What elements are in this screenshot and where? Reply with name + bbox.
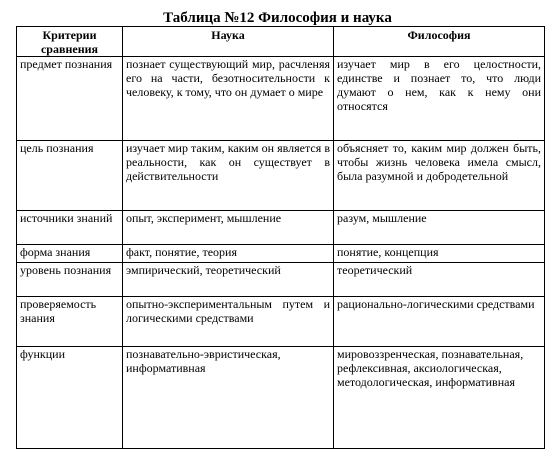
row-science: эмпирический, теоретический — [123, 263, 334, 297]
row-philosophy: объясняет то, каким мир должен быть, чтобы жизнь человека имела смысл, была разумной и добродетельной — [334, 141, 545, 211]
table-title: Таблица №12 Философия и наука — [163, 10, 392, 26]
table-row — [17, 57, 545, 141]
table-row — [17, 263, 545, 297]
row-science: опыт, эксперимент, мышление — [123, 211, 334, 245]
comparison-table — [16, 26, 545, 449]
row-criterion: уровень познания — [17, 263, 123, 297]
table-header-row — [17, 27, 545, 57]
table-row — [17, 211, 545, 245]
row-science: изучает мир таким, каким он является в реальности, как он существует в действительности — [123, 141, 334, 211]
row-philosophy: теоретический — [334, 263, 545, 297]
row-philosophy: изучает мир в его целостности, единстве и познает то, что люди думают о нем, как к нему они относятся — [334, 57, 545, 141]
row-philosophy: разум, мышление — [334, 211, 545, 245]
row-science: познает существующий мир, расчленяя его на части, безотносительности к человеку, к тому, что он думает о мире — [123, 57, 334, 141]
row-criterion: источники знаний — [17, 211, 123, 245]
row-science: опытно-экспериментальным путем и логическими средствами — [123, 297, 334, 347]
header-philosophy: Философия — [334, 27, 545, 57]
row-criterion: функции — [17, 347, 123, 449]
row-criterion: форма знания — [17, 245, 123, 263]
table-row — [17, 297, 545, 347]
row-science: познавательно-эвристическая, информативная — [123, 347, 334, 449]
row-criterion: цель познания — [17, 141, 123, 211]
row-criterion: предмет познания — [17, 57, 123, 141]
row-philosophy: мировоззренческая, познавательная, рефлексивная, аксиологическая, методологическая, информативная — [334, 347, 545, 449]
row-criterion: проверяемость знания — [17, 297, 123, 347]
row-science: факт, понятие, теория — [123, 245, 334, 263]
header-criteria: Критерии сравнения — [17, 27, 123, 57]
row-philosophy: понятие, концепция — [334, 245, 545, 263]
row-philosophy: рационально-логическими средствами — [334, 297, 545, 347]
header-science: Наука — [123, 27, 334, 57]
table-row — [17, 245, 545, 263]
table-row — [17, 141, 545, 211]
table-row — [17, 347, 545, 449]
